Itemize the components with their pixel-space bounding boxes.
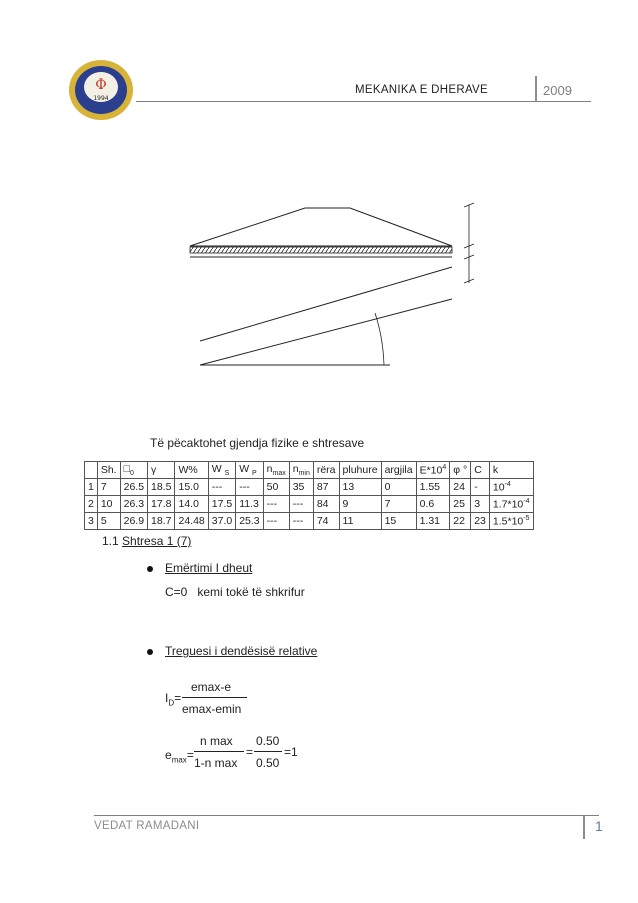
table-cell: --- xyxy=(208,479,235,496)
fraction-line xyxy=(182,697,247,698)
table-cell: 24 xyxy=(450,479,471,496)
table-cell: --- xyxy=(289,513,313,530)
angle-arc xyxy=(375,313,384,365)
table-header-row xyxy=(85,462,534,479)
table-cell: 3 xyxy=(85,513,98,530)
table-cell: --- xyxy=(236,479,263,496)
header-cell: φ ° xyxy=(450,462,471,479)
table-cell: 24.48 xyxy=(175,513,208,530)
table-cell: 1.55 xyxy=(416,479,450,496)
table-cell: 26.3 xyxy=(120,496,147,513)
formula-emax-den1: 1-n max xyxy=(194,756,238,770)
table-cell-k: $1.7*10^{-4}$ xyxy=(489,496,533,513)
svg-text:Φ: Φ xyxy=(95,77,107,93)
header-cell: rëra xyxy=(313,462,339,479)
table-cell: 18.5 xyxy=(148,479,175,496)
table-cell: --- xyxy=(289,496,313,513)
formula-id-denominator: emax-emin xyxy=(182,702,242,716)
header-cell-wp: W $_P$ xyxy=(236,462,263,479)
footer-rule xyxy=(94,815,599,816)
formula-emax-num2: 0.50 xyxy=(256,734,280,748)
table-cell: 23 xyxy=(471,513,490,530)
header-cell: argjila xyxy=(381,462,416,479)
table-cell: 84 xyxy=(313,496,339,513)
table-cell: 11 xyxy=(339,513,381,530)
table-row xyxy=(85,496,534,513)
table-cell: 11.3 xyxy=(236,496,263,513)
table-cell: - xyxy=(471,479,490,496)
bullet-icon xyxy=(147,649,153,655)
table-cell: 0 xyxy=(381,479,416,496)
table-cell: 1.31 xyxy=(416,513,450,530)
section-heading xyxy=(102,534,191,548)
header-separator xyxy=(535,76,537,102)
footer-separator xyxy=(583,815,585,839)
table-cell: 7 xyxy=(381,496,416,513)
header-cell-ws: W $_S$ xyxy=(208,462,235,479)
header-cell xyxy=(85,462,98,479)
table-cell: 13 xyxy=(339,479,381,496)
hatched-layer xyxy=(190,247,452,253)
header-year: 2009 xyxy=(543,83,572,98)
table-cell: 22 xyxy=(450,513,471,530)
bullet-icon xyxy=(147,566,153,572)
header-cell: γ xyxy=(148,462,175,479)
table-cell: 25.3 xyxy=(236,513,263,530)
formula-emax-lhs: $e_{max}=$ xyxy=(165,748,194,765)
section-number: 1.1 xyxy=(102,534,119,548)
header-cell-nmin: $n_{min}$ xyxy=(289,462,313,479)
table-cell: 2 xyxy=(85,496,98,513)
table-cell: 37.0 xyxy=(208,513,235,530)
header-cell: k xyxy=(489,462,533,479)
formula-equals: = xyxy=(246,745,254,759)
table-cell: 9 xyxy=(339,496,381,513)
table-cell: 5 xyxy=(97,513,120,530)
formula-emax-num1: n max xyxy=(200,734,233,748)
table-cell: 15 xyxy=(381,513,416,530)
header-cell: Sh. xyxy=(97,462,120,479)
soil-layer-diagram xyxy=(180,195,500,380)
table-caption: Të pëcaktohet gjendja fizike e shtresave xyxy=(150,436,365,450)
table-cell: 17.8 xyxy=(148,496,175,513)
table-cell: 50 xyxy=(263,479,289,496)
table-cell: 3 xyxy=(471,496,490,513)
header-title: MEKANIKA E DHERAVE xyxy=(355,84,489,96)
formula-result: =1 xyxy=(284,745,298,759)
table-cell: --- xyxy=(263,513,289,530)
table-cell: 14.0 xyxy=(175,496,208,513)
svg-text:1994: 1994 xyxy=(93,95,109,102)
table-cell: --- xyxy=(263,496,289,513)
formula-emax-den2: 0.50 xyxy=(256,756,280,770)
fraction-line xyxy=(194,751,244,752)
header-cell-e: $E*10^4$ xyxy=(416,462,450,479)
bullet-text-soil-name: Emërtimi I dheut xyxy=(165,561,253,575)
formula-id-lhs: $I_D=$ xyxy=(165,691,182,708)
table-cell: 15.0 xyxy=(175,479,208,496)
header-rule xyxy=(136,101,591,102)
soil-state-text: C=0 kemi tokë të shkrifur xyxy=(165,585,305,599)
table-cell: 26.5 xyxy=(120,479,147,496)
header-cell: C xyxy=(471,462,490,479)
table-cell: 0.6 xyxy=(416,496,450,513)
table-cell: 18.7 xyxy=(148,513,175,530)
table-cell-k: $1.5*10^{-5}$ xyxy=(489,513,533,530)
table-cell: 7 xyxy=(97,479,120,496)
sloped-layer-top xyxy=(200,267,452,341)
table-cell: 10 xyxy=(97,496,120,513)
table-cell: 25 xyxy=(450,496,471,513)
table-row xyxy=(85,479,534,496)
formula-id-numerator: emax-e xyxy=(191,680,232,694)
table-cell: 35 xyxy=(289,479,313,496)
table-cell: 1 xyxy=(85,479,98,496)
section-title: Shtresa 1 (7) xyxy=(122,534,192,548)
table-row xyxy=(85,513,534,530)
table-cell: 87 xyxy=(313,479,339,496)
table-cell: 26.9 xyxy=(120,513,147,530)
embankment xyxy=(190,208,452,246)
bullet-text-relative-density: Treguesi i dendësisë relative xyxy=(165,644,318,658)
header-cell-gamma0: $□_0$ xyxy=(120,462,147,479)
header-cell-nmax: $n_{max}$ xyxy=(263,462,289,479)
table-cell: 17.5 xyxy=(208,496,235,513)
header-cell: W% xyxy=(175,462,208,479)
sloped-layer-bottom xyxy=(200,299,452,365)
footer-author: VEDAT RAMADANI xyxy=(94,820,200,832)
header-cell: pluhure xyxy=(339,462,381,479)
soil-properties-table xyxy=(84,461,534,530)
fraction-line xyxy=(254,751,282,752)
university-logo xyxy=(66,57,136,123)
table-cell: 74 xyxy=(313,513,339,530)
table-cell-k: $10^{-4}$ xyxy=(489,479,533,496)
page-number: 1 xyxy=(595,818,603,834)
